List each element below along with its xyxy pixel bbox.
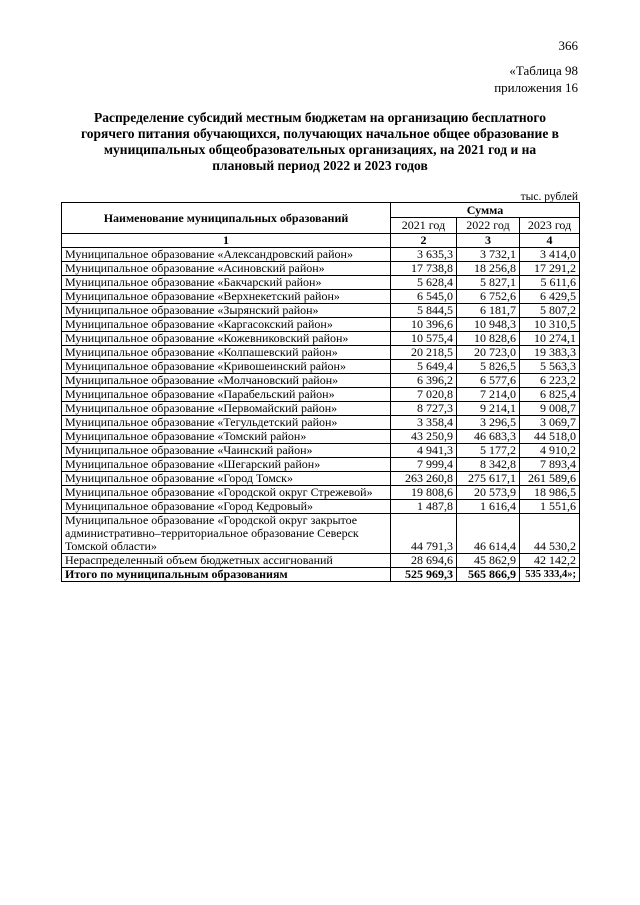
units-label: тыс. рублей bbox=[520, 191, 578, 203]
table-ref-line2: приложения 16 bbox=[494, 80, 578, 95]
municipality-name: Нераспределенный объем бюджетных ассигнований bbox=[62, 554, 391, 568]
table-row bbox=[62, 318, 580, 332]
table-row bbox=[62, 458, 580, 472]
value-2023: 5 563,3 bbox=[520, 360, 580, 374]
header-sum: Сумма bbox=[391, 203, 580, 218]
subsidy-table bbox=[61, 202, 580, 582]
value-2022: 5 827,1 bbox=[457, 276, 520, 290]
value-2022: 46 614,4 bbox=[457, 514, 520, 554]
value-2021: 7 999,4 bbox=[391, 458, 457, 472]
value-2022: 9 214,1 bbox=[457, 402, 520, 416]
col-number-3: 3 bbox=[457, 234, 520, 248]
value-2021: 28 694,6 bbox=[391, 554, 457, 568]
table-row bbox=[62, 374, 580, 388]
value-2022: 3 296,5 bbox=[457, 416, 520, 430]
table-row bbox=[62, 472, 580, 486]
municipality-name: Муниципальное образование «Колпашевский район» bbox=[62, 346, 391, 360]
value-2022: 3 732,1 bbox=[457, 248, 520, 262]
municipality-name: Муниципальное образование «Каргасокский район» bbox=[62, 318, 391, 332]
table-row bbox=[62, 304, 580, 318]
header-year-2022: 2022 год bbox=[457, 218, 520, 234]
table-row bbox=[62, 554, 580, 568]
municipality-name: Муниципальное образование «Тегульдетский район» bbox=[62, 416, 391, 430]
value-2023: 4 910,2 bbox=[520, 444, 580, 458]
col-number-4: 4 bbox=[520, 234, 580, 248]
col-number-2: 2 bbox=[391, 234, 457, 248]
municipality-name: Муниципальное образование «Шегарский район» bbox=[62, 458, 391, 472]
table-row bbox=[62, 486, 580, 500]
value-2023: 7 893,4 bbox=[520, 458, 580, 472]
value-2021: 10 396,6 bbox=[391, 318, 457, 332]
table-row bbox=[62, 262, 580, 276]
municipality-name: Муниципальное образование «Зырянский район» bbox=[62, 304, 391, 318]
value-2021: 1 487,8 bbox=[391, 500, 457, 514]
value-2022: 10 948,3 bbox=[457, 318, 520, 332]
header-year-2021: 2021 год bbox=[391, 218, 457, 234]
total-label: Итого по муниципальным образованиям bbox=[62, 568, 391, 582]
page-number: 366 bbox=[558, 38, 578, 53]
value-2022: 7 214,0 bbox=[457, 388, 520, 402]
value-2022: 6 752,6 bbox=[457, 290, 520, 304]
table-reference bbox=[494, 62, 578, 96]
municipality-name: Муниципальное образование «Верхнекетский район» bbox=[62, 290, 391, 304]
municipality-name: Муниципальное образование «Асиновский район» bbox=[62, 262, 391, 276]
value-2023: 44 530,2 bbox=[520, 514, 580, 554]
value-2023: 3 069,7 bbox=[520, 416, 580, 430]
title-line1: Распределение субсидий местным бюджетам на организацию бесплатного bbox=[94, 110, 546, 125]
municipality-name: Муниципальное образование «Чаинский район» bbox=[62, 444, 391, 458]
table-row bbox=[62, 346, 580, 360]
value-2021: 5 628,4 bbox=[391, 276, 457, 290]
value-2022: 275 617,1 bbox=[457, 472, 520, 486]
value-2023: 6 429,5 bbox=[520, 290, 580, 304]
table-row bbox=[62, 332, 580, 346]
value-2021: 43 250,9 bbox=[391, 430, 457, 444]
title-line3: муниципальных общеобразовательных организациях, на 2021 год и на bbox=[103, 142, 537, 157]
value-2021: 4 941,3 bbox=[391, 444, 457, 458]
value-2022: 10 828,6 bbox=[457, 332, 520, 346]
value-2023: 44 518,0 bbox=[520, 430, 580, 444]
value-2021: 5 649,4 bbox=[391, 360, 457, 374]
value-2021: 17 738,8 bbox=[391, 262, 457, 276]
header-row bbox=[62, 203, 580, 218]
table-row bbox=[62, 430, 580, 444]
value-2021: 6 396,2 bbox=[391, 374, 457, 388]
value-2022: 46 683,3 bbox=[457, 430, 520, 444]
value-2021: 3 635,3 bbox=[391, 248, 457, 262]
document-title bbox=[62, 110, 578, 174]
value-2022: 5 826,5 bbox=[457, 360, 520, 374]
table-row bbox=[62, 416, 580, 430]
table-row bbox=[62, 388, 580, 402]
value-2022: 18 256,8 bbox=[457, 262, 520, 276]
value-2021: 263 260,8 bbox=[391, 472, 457, 486]
value-2023: 17 291,2 bbox=[520, 262, 580, 276]
municipality-name: Муниципальное образование «Кривошеинский район» bbox=[62, 360, 391, 374]
value-2021: 44 791,3 bbox=[391, 514, 457, 554]
total-row bbox=[62, 568, 580, 582]
value-2023: 5 611,6 bbox=[520, 276, 580, 290]
value-2022: 45 862,9 bbox=[457, 554, 520, 568]
value-2022: 5 177,2 bbox=[457, 444, 520, 458]
value-2023: 261 589,6 bbox=[520, 472, 580, 486]
value-2023: 42 142,2 bbox=[520, 554, 580, 568]
municipality-name: Муниципальное образование «Кожевниковский район» bbox=[62, 332, 391, 346]
value-2022: 20 723,0 bbox=[457, 346, 520, 360]
municipality-name: Муниципальное образование «Город Кедровый» bbox=[62, 500, 391, 514]
value-2022: 6 181,7 bbox=[457, 304, 520, 318]
value-2022: 6 577,6 bbox=[457, 374, 520, 388]
value-2021: 3 358,4 bbox=[391, 416, 457, 430]
value-2021: 8 727,3 bbox=[391, 402, 457, 416]
value-2023: 6 223,2 bbox=[520, 374, 580, 388]
value-2023: 9 008,7 bbox=[520, 402, 580, 416]
value-2022: 1 616,4 bbox=[457, 500, 520, 514]
municipality-name: Муниципальное образование «Александровский район» bbox=[62, 248, 391, 262]
value-2022: 8 342,8 bbox=[457, 458, 520, 472]
value-2022: 20 573,9 bbox=[457, 486, 520, 500]
title-line2: горячего питания обучающихся, получающих начальное общее образование в bbox=[81, 126, 559, 141]
table-row bbox=[62, 444, 580, 458]
title-line4: плановый период 2022 и 2023 годов bbox=[212, 158, 428, 173]
value-2021: 7 020,8 bbox=[391, 388, 457, 402]
header-name: Наименование муниципальных образований bbox=[62, 203, 391, 234]
municipality-name: Муниципальное образование «Городской округ Стрежевой» bbox=[62, 486, 391, 500]
table-row bbox=[62, 248, 580, 262]
total-2023: 535 333,4»; bbox=[520, 568, 580, 582]
total-2022: 565 866,9 bbox=[457, 568, 520, 582]
table-row bbox=[62, 514, 580, 554]
value-2021: 10 575,4 bbox=[391, 332, 457, 346]
table-row bbox=[62, 360, 580, 374]
value-2023: 5 807,2 bbox=[520, 304, 580, 318]
municipality-name: Муниципальное образование «Первомайский район» bbox=[62, 402, 391, 416]
header-year-2023: 2023 год bbox=[520, 218, 580, 234]
table-row bbox=[62, 402, 580, 416]
municipality-name: Муниципальное образование «Томский район» bbox=[62, 430, 391, 444]
value-2023: 18 986,5 bbox=[520, 486, 580, 500]
table-ref-line1: «Таблица 98 bbox=[509, 63, 578, 78]
municipality-name: Муниципальное образование «Бакчарский район» bbox=[62, 276, 391, 290]
table-row bbox=[62, 290, 580, 304]
value-2023: 19 383,3 bbox=[520, 346, 580, 360]
value-2021: 19 808,6 bbox=[391, 486, 457, 500]
value-2023: 3 414,0 bbox=[520, 248, 580, 262]
value-2023: 10 274,1 bbox=[520, 332, 580, 346]
total-2021: 525 969,3 bbox=[391, 568, 457, 582]
value-2021: 6 545,0 bbox=[391, 290, 457, 304]
table-row bbox=[62, 500, 580, 514]
municipality-name: Муниципальное образование «Молчановский район» bbox=[62, 374, 391, 388]
value-2023: 6 825,4 bbox=[520, 388, 580, 402]
value-2023: 1 551,6 bbox=[520, 500, 580, 514]
municipality-name: Муниципальное образование «Город Томск» bbox=[62, 472, 391, 486]
municipality-name: Муниципальное образование «Городской округ закрытое административно–территориальное образование Северск Томской области» bbox=[62, 514, 391, 554]
value-2021: 20 218,5 bbox=[391, 346, 457, 360]
col-number-1: 1 bbox=[62, 234, 391, 248]
municipality-name: Муниципальное образование «Парабельский район» bbox=[62, 388, 391, 402]
column-numbers-row bbox=[62, 234, 580, 248]
table-row bbox=[62, 276, 580, 290]
value-2023: 10 310,5 bbox=[520, 318, 580, 332]
value-2021: 5 844,5 bbox=[391, 304, 457, 318]
